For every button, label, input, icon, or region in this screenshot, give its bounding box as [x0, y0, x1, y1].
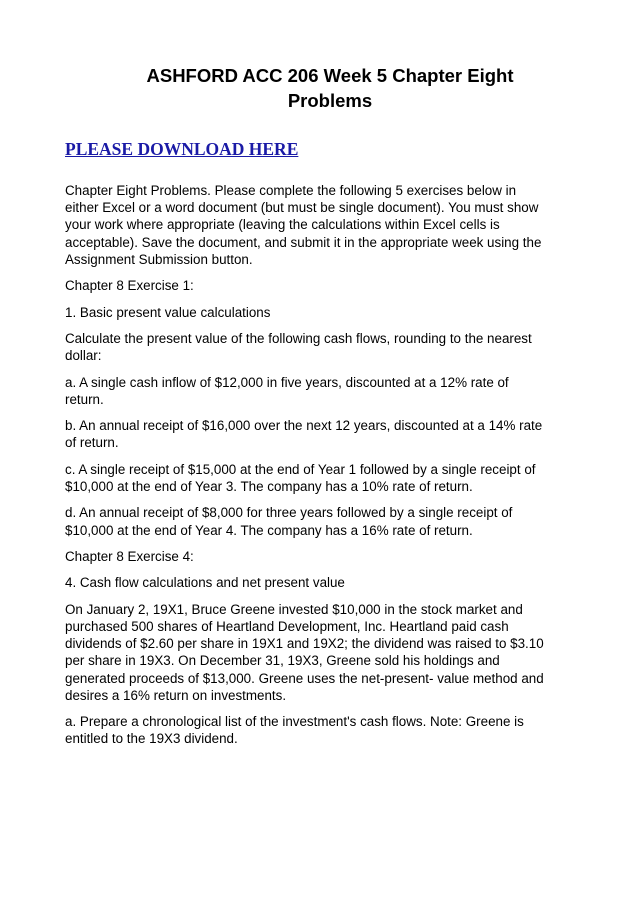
- document-body: [65, 182, 595, 748]
- exercise-4-title: 4. Cash flow calculations and net present value: [65, 575, 345, 591]
- exercise-1-item-a: a. A single cash inflow of $12,000 in five years, discounted at a 12% rate of return.: [65, 374, 509, 407]
- exercise-4-scenario: On January 2, 19X1, Bruce Greene invested $10,000 in the stock market and purchased 500 shares of Heartland Development, Inc. Heartland paid cash dividends of $2.60 per share in 19X1 and 19X2; the dividend was raised to $3.10 per share in 19X3. On December 31, 19X3, Greene sold his holdings and generated proceeds of $13,000. Greene uses the net-present- value method and desires a 16% return on investments.: [65, 601, 544, 703]
- exercise-1-item-c: c. A single receipt of $15,000 at the end of Year 1 followed by a single receipt of $10,000 at the end of Year 3. The company has a 10% rate of return.: [65, 461, 536, 494]
- exercise-1-title: 1. Basic present value calculations: [65, 304, 271, 320]
- title-line-1: ASHFORD ACC 206 Week 5 Chapter Eight: [146, 65, 514, 86]
- title-line-2: Problems: [287, 90, 373, 111]
- document-page: [65, 0, 595, 757]
- exercise-4-heading: Chapter 8 Exercise 4:: [65, 548, 194, 564]
- exercise-1-item-b: b. An annual receipt of $16,000 over the next 12 years, discounted at a 14% rate of return.: [65, 418, 543, 451]
- exercise-1-item-d: d. An annual receipt of $8,000 for three years followed by a single receipt of $10,000 at the end of Year 4. The company has a 16% rate of return.: [65, 505, 513, 538]
- download-link[interactable]: PLEASE DOWNLOAD HERE: [65, 139, 299, 159]
- exercise-1-instructions: Calculate the present value of the following cash flows, rounding to the nearest dollar:: [65, 330, 532, 364]
- exercise-1-heading: Chapter 8 Exercise 1:: [65, 278, 194, 294]
- exercise-4-item-a: a. Prepare a chronological list of the investment's cash flows. Note: Greene is entitled to the 19X3 dividend.: [65, 714, 524, 747]
- document-title: [65, 0, 595, 113]
- paragraph-intro: Chapter Eight Problems. Please complete the following 5 exercises below in either Excel or a word document (but must be single document). You must show your work where appropriate (leaving the calculations within Excel cells is acceptable). Save the document, and submit it in the appropriate week using the Assignment Submission button.: [65, 183, 542, 267]
